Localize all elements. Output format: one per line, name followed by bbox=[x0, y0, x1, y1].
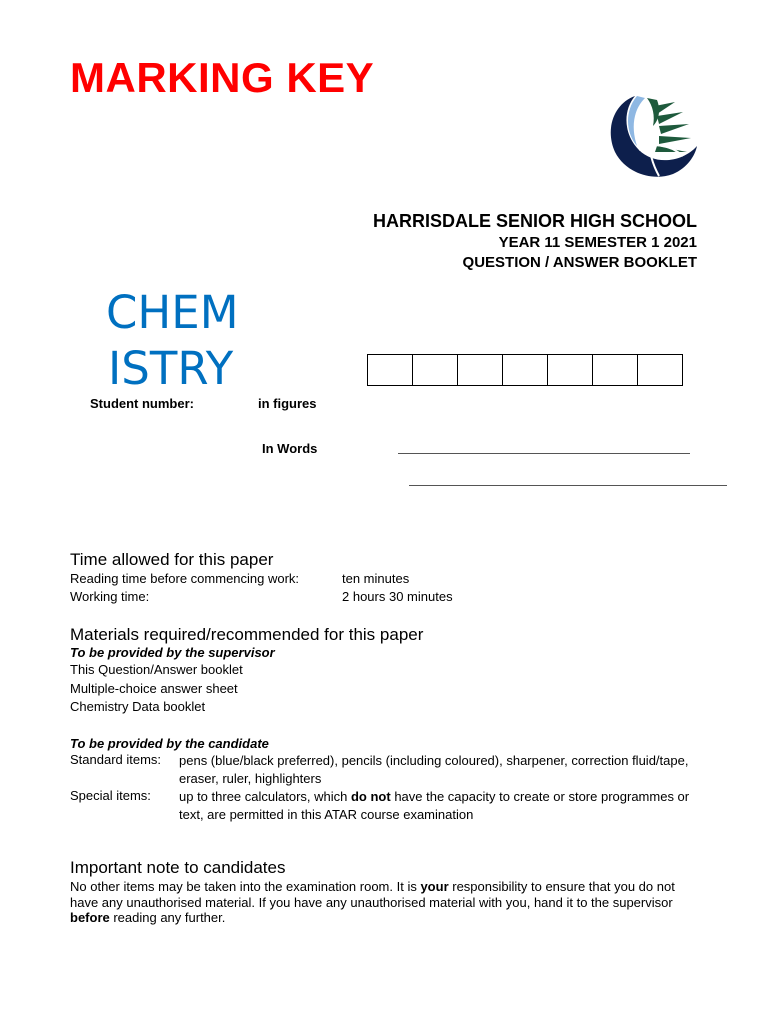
supervisor-item: Multiple-choice answer sheet bbox=[70, 681, 238, 696]
important-note-heading: Important note to candidates bbox=[70, 858, 286, 877]
supervisor-item: This Question/Answer booklet bbox=[70, 662, 243, 677]
standard-items-value: pens (blue/black preferred), pencils (including coloured), sharpener, correction fluid/tape, eraser, ruler, highlighters bbox=[179, 753, 689, 786]
subject-title-line-1: CHEM bbox=[106, 286, 239, 339]
note-emphasis: your bbox=[420, 879, 449, 894]
materials-heading: Materials required/recommended for this paper bbox=[70, 625, 424, 644]
student-number-digit-box[interactable] bbox=[457, 354, 503, 386]
words-answer-line[interactable] bbox=[398, 453, 690, 454]
working-time-label: Working time: bbox=[70, 589, 150, 604]
student-number-digit-box[interactable] bbox=[502, 354, 548, 386]
special-items-value bbox=[179, 788, 699, 824]
special-items-emphasis: do not bbox=[350, 789, 391, 804]
student-number-boxes bbox=[367, 354, 683, 386]
supervisor-subheading: To be provided by the supervisor bbox=[70, 645, 275, 660]
subject-title-line-2: ISTRY bbox=[108, 342, 234, 395]
special-items-label: Special items: bbox=[70, 788, 151, 803]
candidate-subheading: To be provided by the candidate bbox=[70, 736, 269, 751]
important-note-paragraph bbox=[70, 879, 700, 926]
school-name: HARRISDALE SENIOR HIGH SCHOOL bbox=[372, 211, 697, 231]
special-items-text: up to three calculators, which bbox=[179, 789, 351, 804]
time-allowed-heading: Time allowed for this paper bbox=[70, 550, 274, 569]
note-text: reading any further. bbox=[109, 910, 226, 925]
working-time-value: 2 hours 30 minutes bbox=[342, 589, 453, 604]
note-emphasis: before bbox=[70, 910, 110, 925]
note-text: responsibility to ensure that you do not have any unauthorised material. If you have any unauthorised material with you, hand it to the supervisor bbox=[70, 879, 675, 910]
supervisor-item: Chemistry Data booklet bbox=[70, 699, 206, 714]
booklet-type-line: QUESTION / ANSWER BOOKLET bbox=[462, 254, 697, 271]
year-semester-line: YEAR 11 SEMESTER 1 2021 bbox=[498, 234, 697, 251]
student-number-digit-box[interactable] bbox=[367, 354, 413, 386]
marking-key-title: MARKING KEY bbox=[70, 54, 375, 101]
student-number-digit-box[interactable] bbox=[547, 354, 593, 386]
words-answer-line[interactable] bbox=[409, 485, 727, 486]
note-text: No other items may be taken into the examination room. It is bbox=[70, 879, 421, 894]
in-figures-label: in figures bbox=[258, 396, 317, 411]
reading-time-label: Reading time before commencing work: bbox=[70, 571, 300, 586]
student-number-label: Student number: bbox=[90, 396, 194, 411]
student-number-digit-box[interactable] bbox=[592, 354, 638, 386]
student-number-digit-box[interactable] bbox=[412, 354, 458, 386]
student-number-digit-box[interactable] bbox=[637, 354, 683, 386]
school-crest-icon bbox=[603, 92, 697, 182]
standard-items-label: Standard items: bbox=[70, 752, 162, 767]
special-items-text: have the capacity to create or store programmes or text, are permitted in this ATAR course examination bbox=[179, 789, 690, 822]
in-words-label: In Words bbox=[262, 441, 318, 456]
reading-time-value: ten minutes bbox=[342, 571, 410, 586]
